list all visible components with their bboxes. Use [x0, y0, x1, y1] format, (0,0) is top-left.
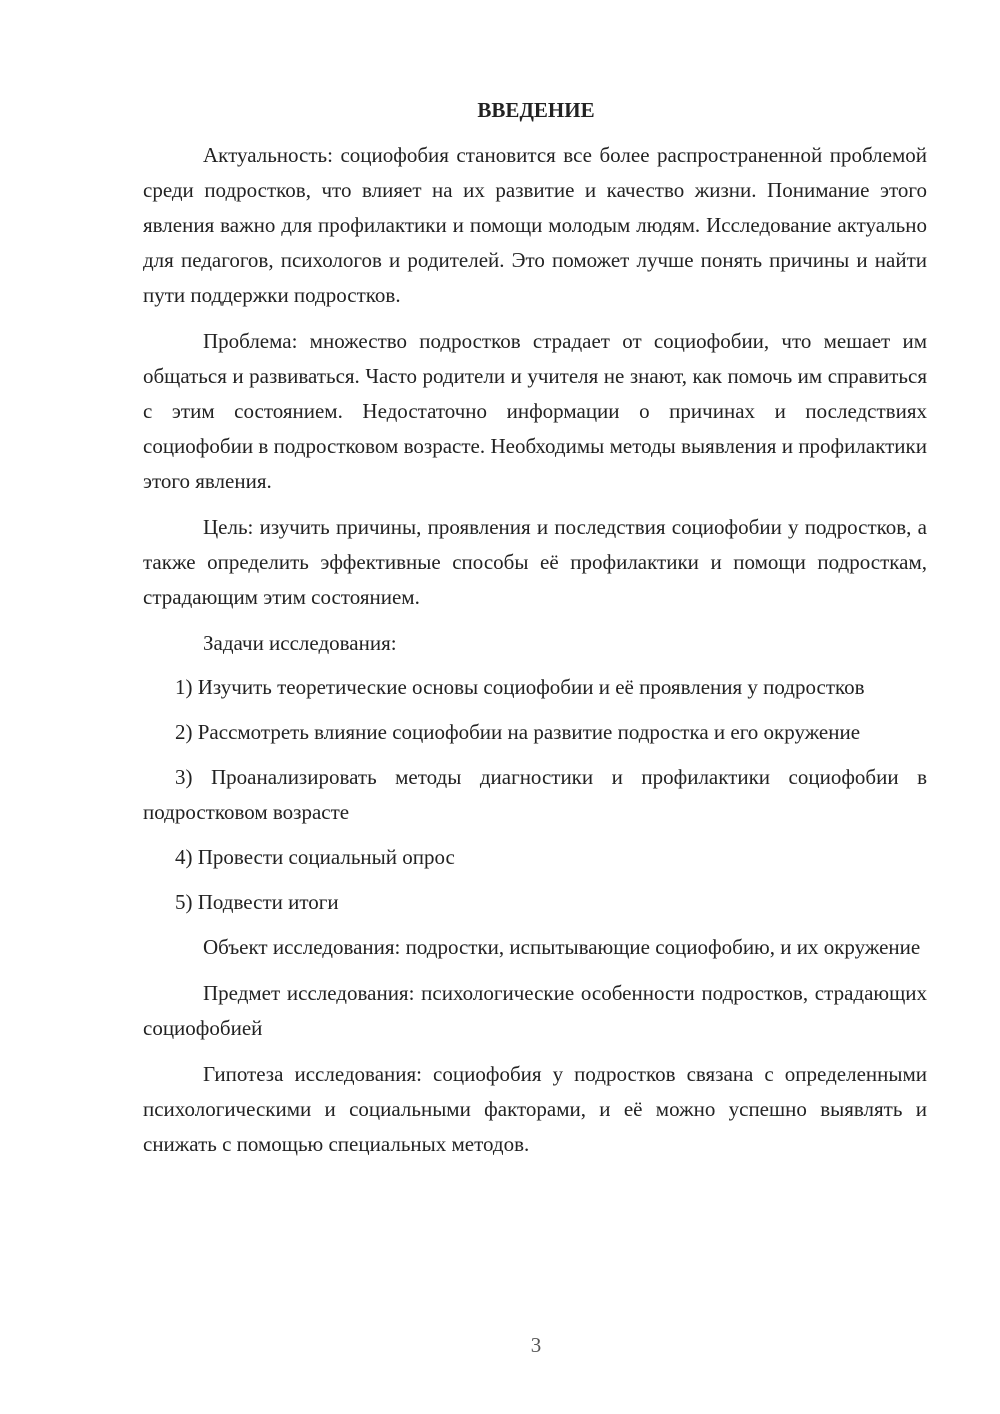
page-content — [143, 92, 927, 1173]
task-item-2: 2) Рассмотреть влияние социофобии на развитие подростка и его окружение — [175, 720, 861, 744]
subject-paragraph: Предмет исследования: психологические особенности подростков, страдающих социофобией — [143, 981, 927, 1040]
task-item-4: 4) Провести социальный опрос — [175, 845, 455, 869]
task-item-1: 1) Изучить теоретические основы социофобии и её проявления у подростков — [175, 675, 865, 699]
task-item-5: 5) Подвести итоги — [175, 890, 339, 914]
goal-paragraph: Цель: изучить причины, проявления и последствия социофобии у подростков, а также определить эффективные способы её профилактики и помощи подросткам, страдающим этим состоянием. — [143, 515, 927, 609]
page-number: 3 — [530, 1333, 542, 1357]
hypothesis-paragraph: Гипотеза исследования: социофобия у подростков связана с определенными психологическими и социальными факторами, и её можно успешно выявлять и снижать с помощью специальных методов. — [143, 1062, 927, 1156]
task-item-3: 3) Проанализировать методы диагностики и профилактики социофобии в подростковом возрасте — [143, 765, 927, 824]
page-heading: ВВЕДЕНИЕ — [477, 98, 595, 122]
tasks-list — [143, 670, 927, 920]
object-paragraph: Объект исследования: подростки, испытывающие социофобию, и их окружение — [203, 935, 921, 959]
relevance-paragraph: Актуальность: социофобия становится все более распространенной проблемой среди подростков, что влияет на их развитие и качество жизни. Понимание этого явления важно для профилактики и помощи молодым людям. Исследование актуально для педагогов, психологов и родителей. Это поможет лучше понять причины и найти пути поддержки подростков. — [143, 143, 927, 307]
tasks-title: Задачи исследования: — [203, 631, 397, 655]
problem-paragraph: Проблема: множество подростков страдает от социофобии, что мешает им общаться и развиваться. Часто родители и учителя не знают, как помочь им справиться с этим состоянием. Недостаточно информации о причинах и последствиях социофобии в подростковом возрасте. Необходимы методы выявления и профилактики этого явления. — [143, 329, 927, 493]
